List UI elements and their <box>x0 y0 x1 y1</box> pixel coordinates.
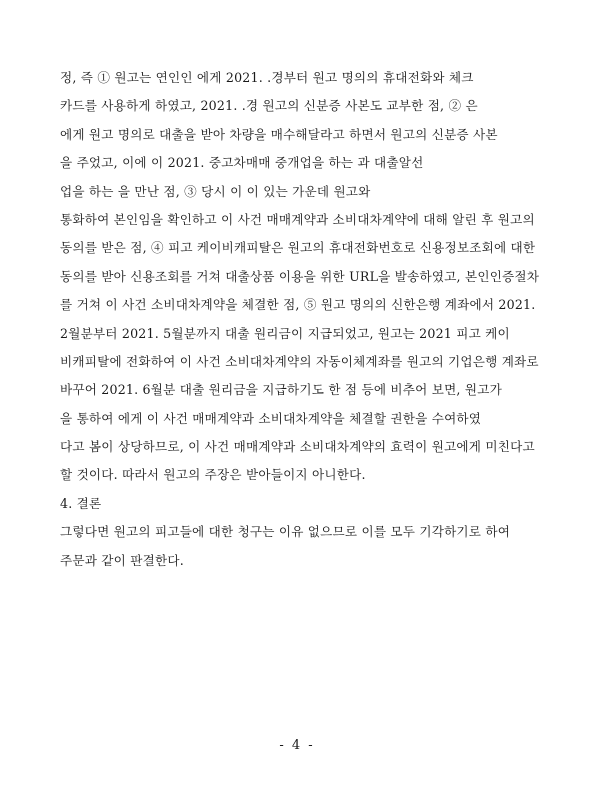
body-line: 다고 봄이 상당하므로, 이 사건 매매계약과 소비대차계약의 효력이 원고에게 미친다고 <box>60 439 535 455</box>
conclusion-line: 그렇다면 원고의 피고들에 대한 청구는 이유 없으므로 이를 모두 기각하기로 하여 <box>60 524 511 540</box>
page-number: - 4 - <box>279 738 315 753</box>
body-line: 을 주었고, 이에 이 2021. 중고차매매 중개업을 하는 과 대출알선 <box>60 155 424 171</box>
document-body <box>60 64 544 575</box>
body-line: 을 통하여 에게 이 사건 매매계약과 소비대차계약을 체결할 권한을 수여하였 <box>60 410 482 426</box>
body-line: 카드를 사용하게 하였고, 2021. .경 원고의 신분증 사본도 교부한 점, ② 은 <box>60 98 478 114</box>
body-line: 비캐피탈에 전화하여 이 사건 소비대차계약의 자동이체계좌를 원고의 기업은행 계좌로 <box>60 353 539 369</box>
conclusion-line: 주문과 같이 판결한다. <box>60 552 184 568</box>
body-line: 할 것이다. 따라서 원고의 주장은 받아들이지 아니한다. <box>60 467 366 483</box>
body-line: 정, 즉 ① 원고는 연인인 에게 2021. .경부터 원고 명의의 휴대전화와 체크 <box>60 70 474 85</box>
body-line: 동의를 받은 점, ④ 피고 케이비캐피탈은 원고의 휴대전화번호로 신용정보조회에 대한 <box>60 240 536 256</box>
body-line: 업을 하는 을 만난 점, ③ 당시 이 이 있는 가운데 원고와 <box>60 183 371 199</box>
section-heading: 4. 결론 <box>60 495 102 511</box>
body-line: 2월분부터 2021. 5월분까지 대출 원리금이 지급되었고, 원고는 2021 피고 케이 <box>60 325 510 341</box>
body-line: 통화하여 본인임을 확인하고 이 사건 매매계약과 소비대차계약에 대해 알린 후 원고의 <box>60 211 535 227</box>
body-line: 바꾸어 2021. 6월분 대출 원리금을 지급하기도 한 점 등에 비추어 보면, 원고가 <box>60 382 502 398</box>
body-line: 를 거쳐 이 사건 소비대차계약을 체결한 점, ⑤ 원고 명의의 신한은행 계좌에서 2021. <box>60 297 536 313</box>
body-line: 동의를 받아 신용조회를 거쳐 대출상품 이용을 위한 URL을 발송하였고, 본인인증절차 <box>60 268 540 284</box>
body-line: 에게 원고 명의로 대출을 받아 차량을 매수해달라고 하면서 원고의 신분증 사본 <box>60 126 498 142</box>
